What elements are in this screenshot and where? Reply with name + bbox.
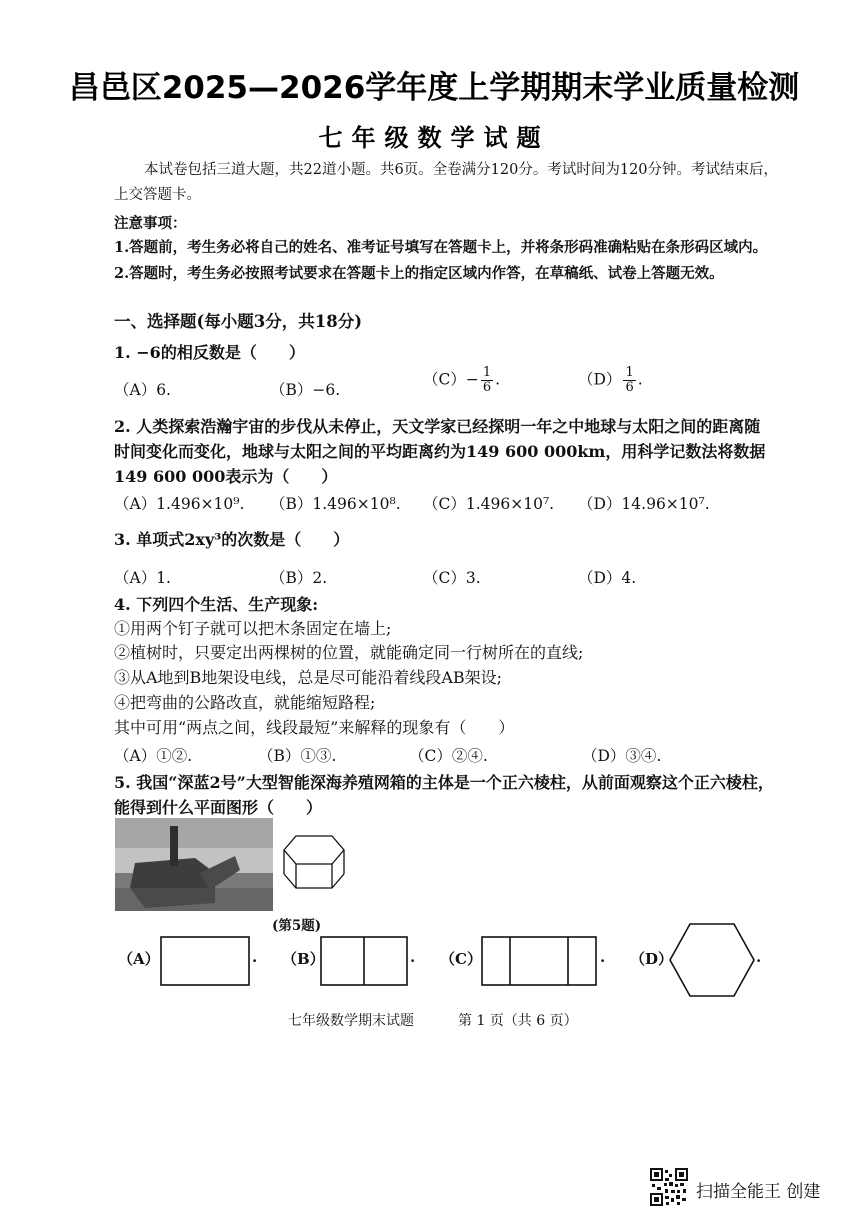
question-3-option-c: （C）3. bbox=[423, 569, 481, 587]
question-3-option-b: （B）2. bbox=[270, 569, 328, 587]
question-4-option-a: （A）①②. bbox=[114, 747, 193, 765]
question-4-item-4: ④把弯曲的公路改直，就能缩短路程; bbox=[114, 693, 376, 712]
scanner-watermark bbox=[650, 1168, 862, 1210]
option-b-two-rect-shape bbox=[320, 936, 410, 992]
question-5-option-c-dot: . bbox=[600, 948, 606, 966]
question-1-option-a: （A）6. bbox=[114, 381, 171, 399]
question-3-option-d: （D）4. bbox=[578, 569, 637, 587]
notice-item-1: 1.答题前，考生务必将自己的姓名、准考证号填写在答题卡上，并将条形码准确粘贴在条形码区域内。 bbox=[114, 239, 768, 256]
question-5-option-b-dot: . bbox=[410, 948, 416, 966]
question-3-option-a: （A）1. bbox=[114, 569, 171, 587]
notice-heading: 注意事项： bbox=[114, 215, 187, 232]
question-4-item-1: ①用两个钉子就可以把木条固定在墙上; bbox=[114, 619, 392, 638]
question-4-item-2: ②植树时，只要定出两棵树的位置，就能确定同一行树所在的直线; bbox=[114, 643, 584, 662]
exam-title: 昌邑区2025—2026学年度上学期期末学业质量检测 bbox=[68, 70, 800, 106]
question-4-item-3: ③从A地到B地架设电线，总是尽可能沿着线段AB架设; bbox=[114, 668, 503, 687]
net-cage-photo bbox=[115, 818, 273, 911]
question-5-option-d: （D） bbox=[630, 950, 674, 968]
question-2-option-d: （D）14.96×10⁷. bbox=[578, 495, 710, 513]
question-4-stem: 4. 下列四个生活、生产现象: bbox=[114, 595, 319, 614]
footer-paper-name: 七年级数学期末试题 bbox=[288, 1013, 414, 1029]
notice-item-2: 2.答题时，考生务必按照考试要求在答题卡上的指定区域内作答，在草稿纸、试卷上答题无效。 bbox=[114, 265, 724, 282]
question-5-option-d-dot: . bbox=[756, 948, 762, 966]
question-2-stem: 2. 人类探索浩瀚宇宙的步伐从未停止，天文学家已经探明一年之中地球与太阳之间的距离随时间变化而变化，地球与太阳之间的平均距离约为149 600 000km，用科学记数法将数据149 600 000表示为（ ） bbox=[114, 417, 766, 486]
exam-subtitle: 七年级数学试题 bbox=[318, 124, 550, 152]
question-2-option-a: （A）1.496×10⁹. bbox=[114, 495, 245, 513]
question-2-option-c: （C）1.496×10⁷. bbox=[423, 495, 555, 513]
section-heading-choice: 一、选择题(每小题3分，共18分) bbox=[114, 312, 363, 331]
figure-5-caption: (第5题) bbox=[272, 918, 322, 934]
question-1-stem: 1. −6的相反数是（ ） bbox=[114, 343, 305, 362]
question-4-option-b: （B）①③. bbox=[258, 747, 337, 765]
footer-page-number: 第 1 页（共 6 页） bbox=[458, 1013, 578, 1029]
question-5-stem: 5. 我国“深蓝2号”大型智能深海养殖网箱的主体是一个正六棱柱，从前面观察这个正六棱柱，能得到什么平面图形（ ） bbox=[114, 773, 774, 817]
option-c-three-rect-shape bbox=[481, 936, 599, 992]
qr-code-icon bbox=[650, 1168, 688, 1206]
question-1-option-d: （D） $\frac{1}{6}$ . bbox=[578, 365, 643, 395]
question-4-option-d: （D）③④. bbox=[582, 747, 662, 765]
question-3-stem: 3. 单项式2xy³的次数是（ ） bbox=[114, 530, 350, 549]
question-1-option-c: （C）− $\frac{1}{6}$ . bbox=[423, 365, 501, 395]
option-d-hexagon-shape bbox=[668, 922, 756, 1002]
question-4-option-c: （C）②④. bbox=[409, 747, 488, 765]
exam-intro: 本试卷包括三道大题，共22道小题。共6页。全卷满分120分。考试时间为120分钟。考试结束后，上交答题卡。 bbox=[114, 162, 779, 203]
scanner-watermark-text: 扫描全能王 创建 bbox=[696, 1182, 821, 1202]
question-5-option-c: （C） bbox=[440, 950, 482, 968]
question-5-option-a-dot: . bbox=[252, 948, 258, 966]
question-5-option-a: （A） bbox=[118, 950, 160, 968]
option-a-rectangle-shape bbox=[160, 936, 252, 992]
question-2-option-b: （B）1.496×10⁸. bbox=[270, 495, 401, 513]
question-5-option-b: （B） bbox=[282, 950, 325, 968]
question-4-prompt: 其中可用“两点之间，线段最短”来解释的现象有（ ） bbox=[114, 718, 515, 737]
hexagonal-prism-figure bbox=[282, 828, 346, 894]
question-1-option-b: （B）−6. bbox=[270, 381, 341, 399]
